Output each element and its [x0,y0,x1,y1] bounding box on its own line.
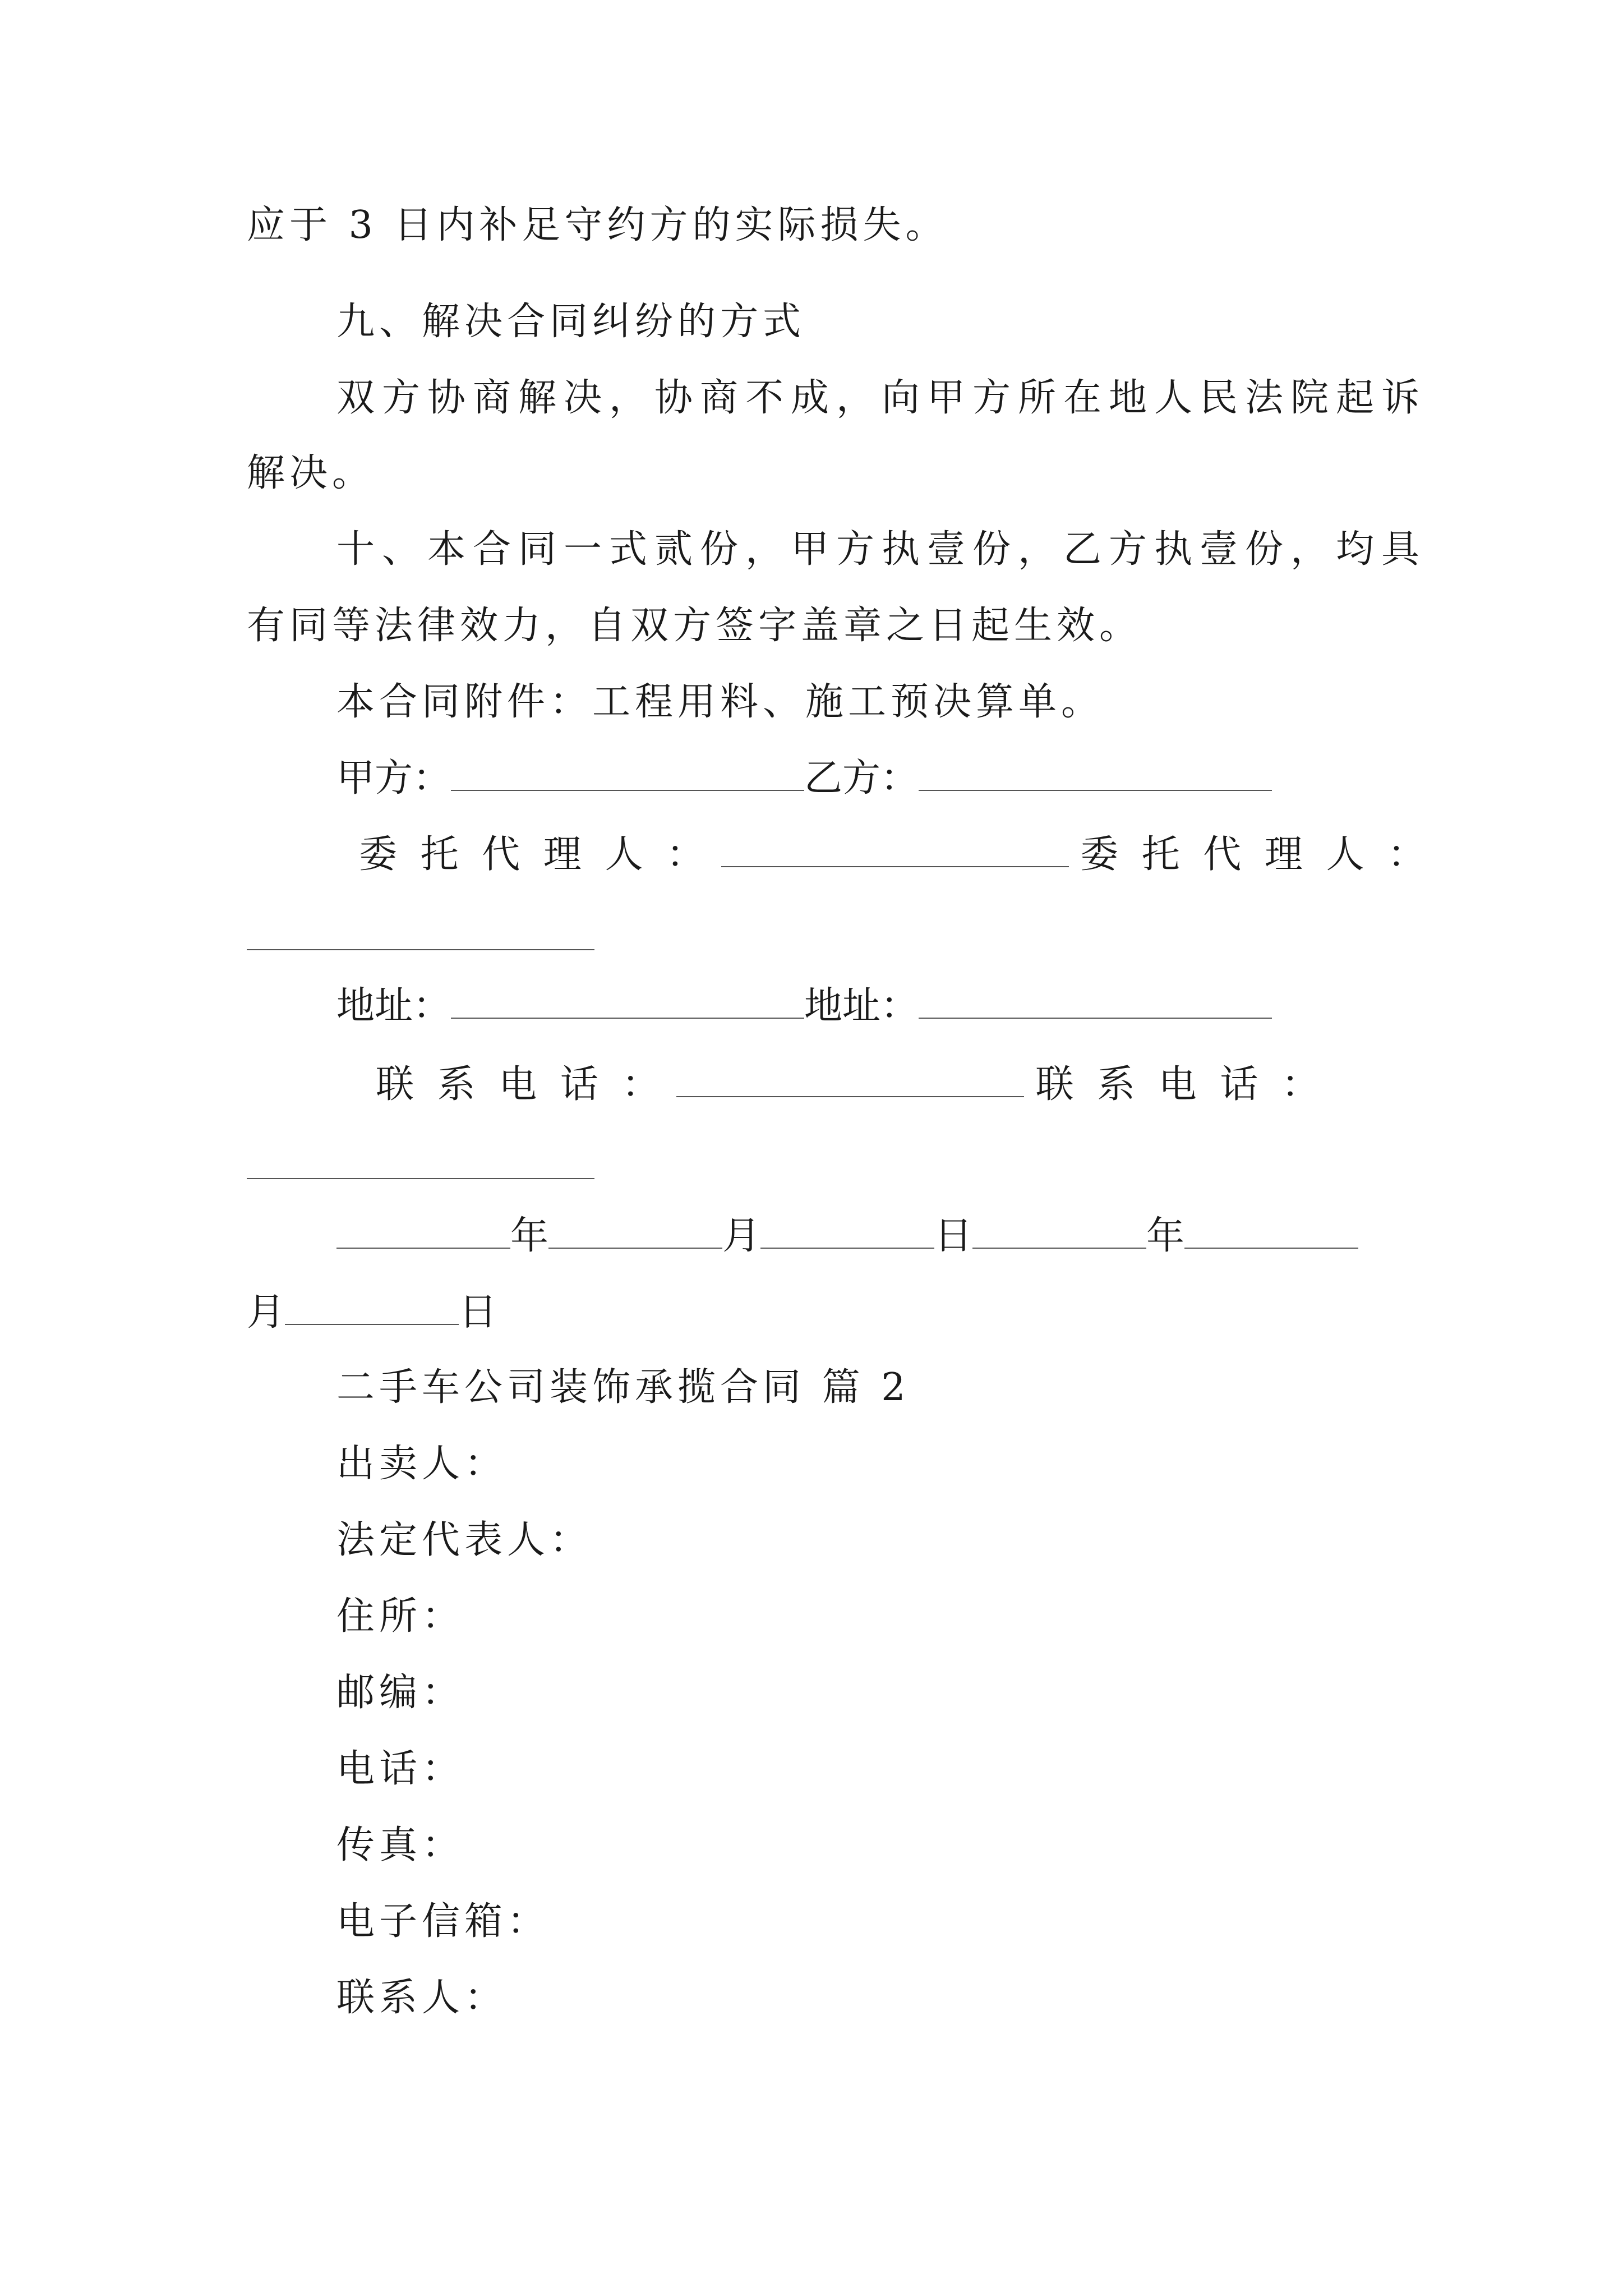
phone-b-label: 联 系 电 话 ： [1035,1062,1325,1107]
field-seller: 出卖人： [336,1442,508,1486]
field-telephone: 电话： [336,1747,465,1791]
date-a-year-blank[interactable] [336,1214,510,1249]
phone-a-blank[interactable] [676,1062,1024,1097]
party-b-blank[interactable] [919,756,1272,791]
date-b-day-blank[interactable] [285,1290,459,1325]
date-b-month-blank[interactable] [1184,1214,1358,1249]
paragraph-disputes-1: 双方协商解决，协商不成，向甲方所在地人民法院起诉 [336,376,1427,420]
field-contact-person: 联系人： [336,1976,508,2020]
phone-a-label: 联 系 电 话 ： [376,1062,666,1107]
paragraph-loss: 应于 3 日内补足守约方的实际损失。 [247,203,948,247]
date-row-2 [247,1288,497,1337]
date-b-year-blank[interactable] [972,1214,1146,1249]
paragraph-attachments: 本合同附件：工程用料、施工预决算单。 [336,680,1104,724]
date-a-day-label: 日 [934,1214,973,1258]
phone-row [376,1060,1325,1110]
address-b-blank[interactable] [919,984,1272,1019]
date-a-day-blank[interactable] [760,1214,934,1249]
date-a-month-label: 月 [722,1214,761,1258]
date-row-1 [336,1212,1358,1261]
signature-parties-row [336,754,1272,803]
field-legal-representative: 法定代表人： [336,1518,593,1562]
agent-row [359,830,1431,880]
address-a-blank[interactable] [451,984,804,1019]
party-a-label: 甲方： [336,756,451,800]
party-a-blank[interactable] [451,756,804,791]
contract-2-title: 二手车公司装饰承揽合同 篇 2 [336,1365,910,1410]
field-domicile: 住所： [336,1594,465,1639]
phone-b-blank[interactable] [247,1177,594,1179]
paragraph-disputes-2: 解决。 [247,451,375,495]
address-row [336,982,1272,1031]
address-b-label: 地址： [804,984,919,1028]
date-b-year-label: 年 [1146,1214,1185,1258]
date-b-day-label: 日 [459,1290,497,1335]
party-b-label: 乙方： [804,756,919,800]
field-fax: 传真： [336,1823,465,1867]
agent-a-label: 委 托 代 理 人 ： [359,832,711,877]
paragraph-copies-2: 有同等法律效力，自双方签字盖章之日起生效。 [247,604,1142,648]
paragraph-copies-1: 十、本合同一式贰份，甲方执壹份，乙方执壹份，均具 [336,527,1427,572]
address-a-label: 地址： [336,984,451,1028]
field-email: 电子信箱： [336,1899,550,1944]
agent-b-blank[interactable] [247,948,594,950]
field-postcode: 邮编： [336,1671,465,1715]
section-heading-disputes: 九、解决合同纠纷的方式 [336,300,806,344]
date-a-year-label: 年 [510,1214,549,1258]
date-a-month-blank[interactable] [548,1214,722,1249]
agent-a-blank[interactable] [721,832,1069,867]
agent-b-label: 委 托 代 理 人 ： [1080,832,1432,877]
date-b-month-label: 月 [247,1290,285,1335]
